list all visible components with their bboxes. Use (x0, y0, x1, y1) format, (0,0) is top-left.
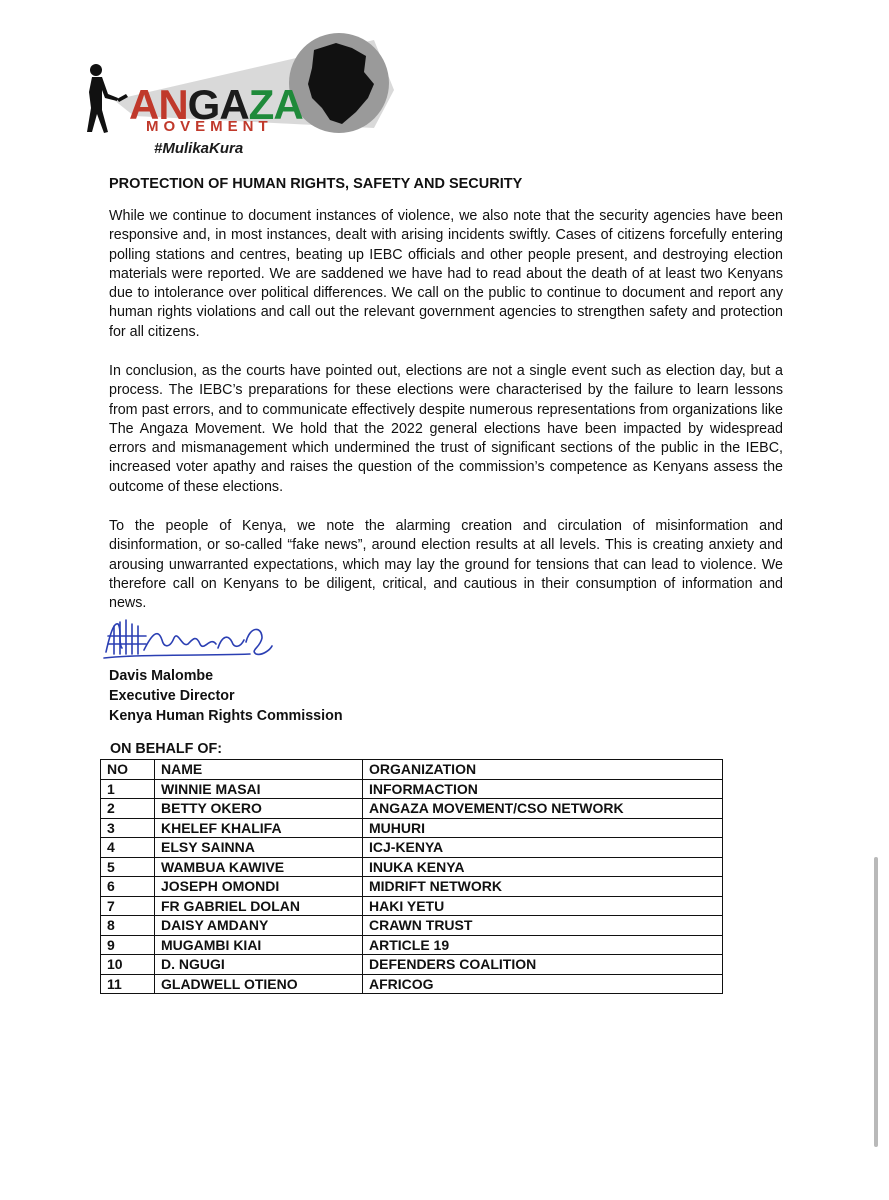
handwritten-signature (100, 614, 275, 666)
cell-no: 7 (101, 896, 155, 916)
cell-name: D. NGUGI (155, 955, 363, 975)
cell-name: WINNIE MASAI (155, 779, 363, 799)
paragraph-misinformation: To the people of Kenya, we note the alarming creation and circulation of misinformation and disinformation, or so-called “fake news”, around election results at all levels. This is creating anxiety and arousing unwarranted expectations, which may lay the ground for tensions that can lead to violence. We therefore call on Kenyans to be diligent, critical, and cautious in their consumption of information and news. (109, 518, 783, 612)
cell-name: BETTY OKERO (155, 799, 363, 819)
cell-no: 1 (101, 779, 155, 799)
cell-name: WAMBUA KAWIVE (155, 857, 363, 877)
cell-no: 2 (101, 799, 155, 819)
cell-no: 4 (101, 838, 155, 858)
paragraph-security: While we continue to document instances of violence, we also note that the security agencies have been responsive and, in most instances, dealt with arising incidents swiftly. Cases of citizens forcefully entering polling stations and centres, beating up IEBC officials and other people present, and destroying election materials were reported. We are saddened we have had to read about the death of at least two Kenyans due to intolerance over political differences. We call on the public to continue to document and report any human rights violations and call out the relevant government agencies to strengthen safety and protection for all citizens. (109, 208, 783, 340)
cell-no: 6 (101, 877, 155, 897)
cell-organization: ICJ-KENYA (363, 838, 723, 858)
on-behalf-label: ON BEHALF OF: (110, 741, 222, 757)
table-row (101, 857, 723, 877)
cell-organization: CRAWN TRUST (363, 916, 723, 936)
table-row (101, 779, 723, 799)
cell-no: 10 (101, 955, 155, 975)
signatory-title: Executive Director (109, 688, 235, 704)
logo-wordmark-part3: ZA (248, 81, 303, 128)
table-row (101, 877, 723, 897)
cell-organization: HAKI YETU (363, 896, 723, 916)
cell-organization: DEFENDERS COALITION (363, 955, 723, 975)
logo-wordmark-part2: GA (187, 81, 249, 128)
cell-organization: MUHURI (363, 818, 723, 838)
signatory-name: Davis Malombe (109, 668, 214, 684)
table-row (101, 955, 723, 975)
logo-wordmark-part1: AN (129, 81, 188, 128)
cell-name: ELSY SAINNA (155, 838, 363, 858)
cell-organization: AFRICOG (363, 974, 723, 994)
table-row (101, 799, 723, 819)
cell-organization: ARTICLE 19 (363, 935, 723, 955)
table-row (101, 896, 723, 916)
cell-name: GLADWELL OTIENO (155, 974, 363, 994)
signatory-block (109, 666, 343, 726)
signatories-table (100, 759, 723, 994)
section-heading: PROTECTION OF HUMAN RIGHTS, SAFETY AND SECURITY (109, 176, 523, 192)
cell-no: 8 (101, 916, 155, 936)
column-header-name: NAME (155, 760, 363, 780)
cell-name: DAISY AMDANY (155, 916, 363, 936)
cell-name: FR GABRIEL DOLAN (155, 896, 363, 916)
vertical-scrollbar[interactable] (874, 857, 878, 1147)
table-row (101, 935, 723, 955)
column-header-organization: ORGANIZATION (363, 760, 723, 780)
cell-organization: INUKA KENYA (363, 857, 723, 877)
table-row (101, 818, 723, 838)
logo-hashtag: #MulikaKura (154, 140, 244, 157)
table-header-row (101, 760, 723, 780)
cell-name: MUGAMBI KIAI (155, 935, 363, 955)
cell-no: 5 (101, 857, 155, 877)
cell-organization: ANGAZA MOVEMENT/CSO NETWORK (363, 799, 723, 819)
cell-organization: MIDRIFT NETWORK (363, 877, 723, 897)
logo-subtitle: MOVEMENT (146, 118, 273, 135)
table-row (101, 974, 723, 994)
cell-name: JOSEPH OMONDI (155, 877, 363, 897)
table-row (101, 838, 723, 858)
cell-organization: INFORMACTION (363, 779, 723, 799)
table-row (101, 916, 723, 936)
cell-name: KHELEF KHALIFA (155, 818, 363, 838)
column-header-no: NO (101, 760, 155, 780)
angaza-movement-logo (74, 28, 394, 163)
paragraph-conclusion: In conclusion, as the courts have pointed out, elections are not a single event such as election day, but a process. The IEBC’s preparations for these elections were characterised by the failure to learn lessons from past errors, and to communicate effectively despite numerous representations from organizations like The Angaza Movement. We hold that the 2022 general elections have been impacted by widespread errors and mismanagement which undermined the trust of significant sections of the public in the IEBC, increased voter apathy and raises the question of the commission’s competence as Kenyans assess the outcome of these elections. (109, 363, 783, 495)
cell-no: 3 (101, 818, 155, 838)
cell-no: 11 (101, 974, 155, 994)
signatory-organization: Kenya Human Rights Commission (109, 708, 343, 724)
cell-no: 9 (101, 935, 155, 955)
